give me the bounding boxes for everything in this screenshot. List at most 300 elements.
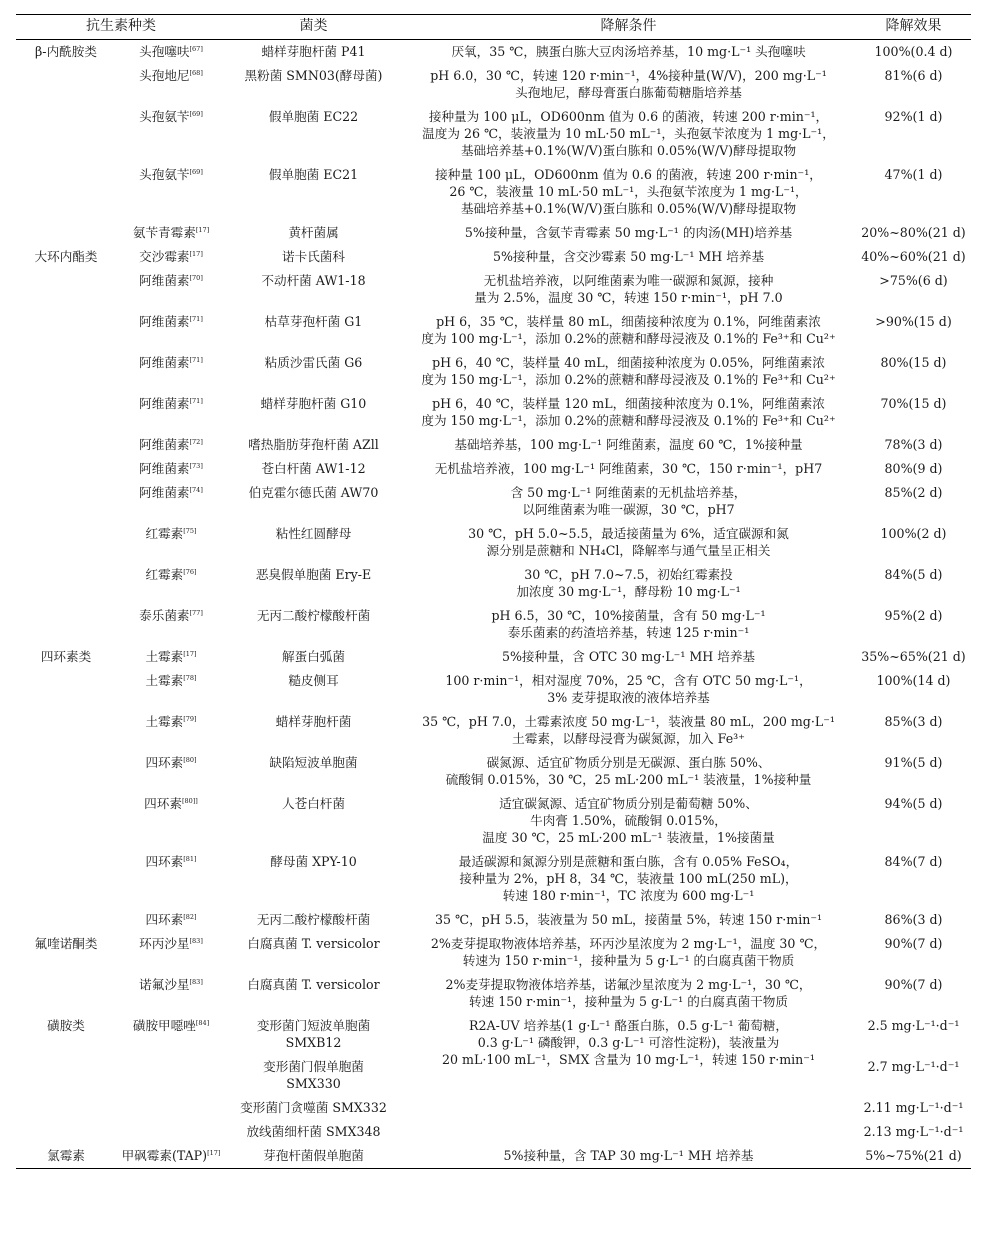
strain-cell [226, 563, 401, 604]
condition-line: 基础培养基，100 mg·L⁻¹ 阿维菌素，温度 60 ℃，1%接种量 [454, 437, 803, 452]
category-cell [16, 751, 116, 792]
condition-line: 适宜碳氮源、适宜矿物质分别是葡萄糖 50%、 [499, 796, 758, 811]
strain-line: 糙皮侧耳 [288, 673, 339, 688]
category-cell: β-内酰胺类 [35, 44, 97, 59]
strain-line: 酵母菌 XPY-10 [270, 854, 357, 869]
effect-cell: 80%(9 d) [884, 461, 943, 476]
reference-mark: [68] [189, 68, 203, 77]
condition-cell [401, 932, 856, 973]
antibiotic-cell [116, 433, 226, 457]
effect-cell: 2.11 mg·L⁻¹·d⁻¹ [863, 1100, 964, 1115]
strain-line: 粘性红圆酵母 [275, 526, 352, 541]
condition-line: 转速 180 r·min⁻¹，TC 浓度为 600 mg·L⁻¹ [502, 888, 755, 903]
antibiotic-cell [116, 563, 226, 604]
condition-cell [401, 1014, 856, 1096]
condition-line: 2%麦芽提取物液体培养基，诺氟沙星浓度为 2 mg·L⁻¹，30 ℃， [445, 977, 812, 992]
category-cell [16, 64, 116, 105]
condition-cell [401, 645, 856, 669]
reference-mark: [81] [183, 854, 197, 863]
condition-line: 含 50 mg·L⁻¹ 阿维菌素的无机盐培养基， [510, 485, 747, 500]
condition-line: 基础培养基+0.1%(W/V)蛋白胨和 0.05%(W/V)酵母提取物 [460, 201, 797, 216]
effect-cell: >90%(15 d) [875, 314, 952, 329]
antibiotic-name: 土霉素 [145, 673, 184, 688]
antibiotic-cell [116, 392, 226, 433]
condition-line: 加浓度 30 mg·L⁻¹，酵母粉 10 mg·L⁻¹ [516, 584, 741, 599]
table-row [16, 433, 971, 457]
antibiotic-cell [116, 669, 226, 710]
condition-line: 土霉素，以酵母浸膏为碳氮源，加入 Fe³⁺ [512, 731, 745, 746]
condition-line: pH 6，40 ℃，装样量 40 mL，细菌接种浓度为 0.05%，阿维菌素浓 [432, 355, 825, 370]
strain-line: 解蛋白弧菌 [282, 649, 345, 664]
reference-mark: [71] [189, 314, 203, 323]
antibiotic-name: 头孢地尼 [139, 68, 190, 83]
strain-line: 蜡样芽胞杆菌 G10 [260, 396, 367, 411]
category-cell [16, 522, 116, 563]
category-cell [16, 221, 116, 245]
condition-line: 硫酸铜 0.015%，30 ℃，25 mL·200 mL⁻¹ 装液量，1%接种量 [445, 772, 812, 787]
condition-line: R2A-UV 培养基(1 g·L⁻¹ 酪蛋白胨，0.5 g·L⁻¹ 葡萄糖， [469, 1018, 788, 1033]
strain-line: 白腐真菌 T. versicolor [247, 977, 380, 992]
condition-line: 26 ℃，装液量 10 mL·50 mL⁻¹，头孢氨苄浓度为 1 mg·L⁻¹， [449, 184, 808, 199]
strain-cell [226, 1055, 401, 1096]
strain-line: 无丙二酸柠檬酸杆菌 [256, 912, 371, 927]
strain-line: 白腐真菌 T. versicolor [247, 936, 380, 951]
condition-cell [401, 163, 856, 221]
effect-cell: 2.13 mg·L⁻¹·d⁻¹ [863, 1124, 964, 1139]
strain-cell [226, 481, 401, 522]
condition-line: 度为 150 mg·L⁻¹，添加 0.2%的蔗糖和酵母浸液及 0.1%的 Fe³⁺和 Cu²⁺ [421, 372, 836, 387]
antibiotic-cell [116, 64, 226, 105]
strain-line: 变形菌门贪噬菌 SMX332 [240, 1100, 387, 1115]
header-strain: 菌类 [226, 15, 401, 40]
reference-mark: [17] [207, 1148, 221, 1157]
effect-cell: 80%(15 d) [880, 355, 947, 370]
effect-cell: 85%(2 d) [884, 485, 943, 500]
table-header [16, 15, 971, 40]
effect-cell: 5%~75%(21 d) [856, 1144, 971, 1169]
table-row [16, 269, 971, 310]
strain-cell [226, 351, 401, 392]
antibiotic-cell [116, 522, 226, 563]
strain-cell [226, 310, 401, 351]
strain-cell [226, 269, 401, 310]
degradation-table [16, 14, 971, 1169]
table-row [16, 221, 971, 245]
table-row [16, 105, 971, 163]
condition-cell [401, 669, 856, 710]
condition-line: 厌氧，35 ℃，胰蛋白胨大豆肉汤培养基，10 mg·L⁻¹ 头孢噻呋 [451, 44, 806, 59]
condition-line: 量为 2.5%，温度 30 ℃，转速 150 r·min⁻¹，pH 7.0 [474, 290, 783, 305]
antibiotic-name: 土霉素 [145, 714, 184, 729]
strain-line: 缺陷短波单胞菌 [269, 755, 358, 770]
condition-line: 源分别是蔗糖和 NH₄Cl，降解率与通气量呈正相关 [486, 543, 771, 558]
antibiotic-name: 环丙沙星 [139, 936, 190, 951]
antibiotic-cell [116, 221, 226, 245]
table-row [16, 604, 971, 645]
condition-line: 2%麦芽提取物液体培养基，环丙沙星浓度为 2 mg·L⁻¹，温度 30 ℃， [430, 936, 827, 951]
reference-mark: [17] [183, 649, 197, 658]
antibiotic-cell [116, 1096, 226, 1120]
antibiotic-cell [116, 973, 226, 1014]
category-cell [16, 563, 116, 604]
effect-cell: 81%(6 d) [884, 68, 943, 83]
condition-line: 接种量 100 μL，OD600nm 值为 0.6 的菌液，转速 200 r·min⁻¹， [435, 167, 822, 182]
condition-cell [401, 751, 856, 792]
strain-cell [226, 1120, 401, 1144]
reference-mark: [80]] [181, 796, 198, 805]
strain-cell [226, 751, 401, 792]
condition-cell [401, 522, 856, 563]
header-condition: 降解条件 [401, 15, 856, 40]
effect-cell: 2.7 mg·L⁻¹·d⁻¹ [867, 1059, 960, 1074]
condition-line: 20 mL·100 mL⁻¹，SMX 含量为 10 mg·L⁻¹，转速 150 r·min⁻¹ [442, 1052, 815, 1067]
condition-cell [401, 710, 856, 751]
condition-cell [401, 908, 856, 932]
antibiotic-cell [116, 1014, 226, 1055]
strain-line: 蜡样芽胞杆菌 [275, 714, 352, 729]
reference-mark: [78] [183, 673, 197, 682]
antibiotic-name: 阿维菌素 [139, 461, 190, 476]
category-cell [16, 1096, 116, 1120]
condition-cell [401, 433, 856, 457]
category-cell [16, 669, 116, 710]
condition-line: 35 ℃，pH 5.5，装液量为 50 mL，接菌量 5%，转速 150 r·min⁻¹ [434, 912, 823, 927]
antibiotic-name: 头孢氨苄 [139, 109, 190, 124]
reference-mark: [69] [189, 109, 203, 118]
condition-line: 35 ℃，pH 7.0，土霉素浓度 50 mg·L⁻¹，装液量 80 mL，200 mg·L⁻¹ [422, 714, 835, 729]
strain-line: 枯草芽孢杆菌 G1 [264, 314, 363, 329]
condition-cell [401, 792, 856, 850]
strain-line: 变形菌门短波单胞菌 [256, 1018, 371, 1033]
antibiotic-cell [116, 269, 226, 310]
reference-mark: [80] [183, 755, 197, 764]
strain-line: 放线菌细杆菌 SMX348 [246, 1124, 381, 1139]
antibiotic-name: 交沙霉素 [139, 249, 190, 264]
condition-cell [401, 1120, 856, 1144]
reference-mark: [74] [189, 485, 203, 494]
category-cell: 四环素类 [40, 649, 92, 664]
table-row [16, 163, 971, 221]
condition-line: 5%接种量，含 TAP 30 mg·L⁻¹ MH 培养基 [503, 1148, 754, 1163]
antibiotic-name: 阿维菌素 [139, 485, 190, 500]
condition-line: 3% 麦芽提取液的液体培养基 [547, 690, 710, 705]
condition-cell [401, 457, 856, 481]
reference-mark: [83] [189, 936, 203, 945]
reference-mark: [75] [183, 526, 197, 535]
reference-mark: [73] [189, 461, 203, 470]
condition-line: 无机盐培养液，100 mg·L⁻¹ 阿维菌素，30 ℃，150 r·min⁻¹，pH7 [434, 461, 823, 476]
strain-cell [226, 604, 401, 645]
category-cell [16, 1120, 116, 1144]
effect-cell: >75%(6 d) [879, 273, 948, 288]
strain-line: 诺卡氏菌科 [282, 249, 345, 264]
condition-line: 温度 30 ℃，25 mL·200 mL⁻¹ 装液量，1%接菌量 [482, 830, 775, 845]
antibiotic-name: 头孢氨苄 [139, 167, 190, 182]
antibiotic-cell [116, 457, 226, 481]
antibiotic-name: 阿维菌素 [139, 396, 190, 411]
effect-cell: 2.5 mg·L⁻¹·d⁻¹ [867, 1018, 960, 1033]
table-row [16, 932, 971, 973]
table-row [16, 1144, 971, 1169]
antibiotic-name: 甲砜霉素(TAP) [121, 1148, 208, 1163]
strain-line: 蜡样芽胞杆菌 P41 [261, 44, 366, 59]
condition-line: pH 6.0，30 ℃，转速 120 r·min⁻¹，4%接种量(W/V)，200 mg·L⁻¹ [430, 68, 827, 83]
effect-cell: 78%(3 d) [884, 437, 943, 452]
condition-line: 度为 100 mg·L⁻¹，添加 0.2%的蔗糖和酵母浸液及 0.1%的 Fe³⁺和 Cu²⁺ [421, 331, 836, 346]
category-cell [16, 392, 116, 433]
strain-line: 芽孢杆菌假单胞菌 [263, 1148, 364, 1163]
antibiotic-name: 四环素 [144, 796, 182, 811]
condition-line: 5%接种量，含交沙霉素 50 mg·L⁻¹ MH 培养基 [492, 249, 765, 264]
strain-line: 嗜热脂肪芽孢杆菌 AZll [248, 437, 379, 452]
table-row [16, 481, 971, 522]
table-row [16, 751, 971, 792]
antibiotic-cell [116, 351, 226, 392]
antibiotic-cell [116, 932, 226, 973]
effect-cell: 100%(0.4 d) [874, 44, 953, 59]
antibiotic-cell [116, 1055, 226, 1096]
antibiotic-cell [116, 908, 226, 932]
condition-line: pH 6，35 ℃，装样量 80 mL，细菌接种浓度为 0.1%，阿维菌素浓 [436, 314, 821, 329]
strain-cell [226, 645, 401, 669]
reference-mark: [17] [195, 225, 210, 234]
effect-cell: 70%(15 d) [880, 396, 947, 411]
condition-line: 温度为 26 ℃，装液量为 10 mL·50 mL⁻¹，头孢氨苄浓度为 1 mg·L⁻¹， [422, 126, 835, 141]
strain-cell [226, 457, 401, 481]
antibiotic-name: 诺氟沙星 [139, 977, 190, 992]
effect-cell: 92%(1 d) [884, 109, 943, 124]
reference-mark: [72] [189, 437, 203, 446]
reference-mark: [67] [189, 44, 203, 53]
strain-line: 无丙二酸柠檬酸杆菌 [256, 608, 371, 623]
header-category: 抗生素种类 [16, 15, 226, 40]
category-cell [16, 433, 116, 457]
antibiotic-cell [116, 645, 226, 669]
strain-line: 恶臭假单胞菌 Ery-E [255, 567, 372, 582]
strain-cell [226, 105, 401, 163]
condition-line: 5%接种量，含 OTC 30 mg·L⁻¹ MH 培养基 [501, 649, 756, 664]
effect-cell: 84%(5 d) [884, 567, 943, 582]
condition-line: 度为 150 mg·L⁻¹，添加 0.2%的蔗糖和酵母浸液及 0.1%的 Fe³⁺和 Cu²⁺ [421, 413, 836, 428]
category-cell [16, 481, 116, 522]
category-cell [16, 351, 116, 392]
antibiotic-cell [116, 310, 226, 351]
condition-line: pH 6.5，30 ℃，10%接菌量，含有 50 mg·L⁻¹ [491, 608, 766, 623]
reference-mark: [71] [189, 396, 203, 405]
condition-cell [401, 1096, 856, 1120]
reference-mark: [82] [183, 912, 197, 921]
condition-line: 转速 150 r·min⁻¹，接种量为 5 g·L⁻¹ 的白腐真菌干物质 [469, 994, 788, 1009]
strain-cell [226, 64, 401, 105]
condition-line: 泰乐菌素的药渣培养基，转速 125 r·min⁻¹ [507, 625, 750, 640]
reference-mark: [69] [189, 167, 203, 176]
strain-cell [226, 1144, 401, 1169]
condition-cell [401, 1144, 856, 1169]
effect-cell: 86%(3 d) [884, 912, 943, 927]
condition-cell [401, 105, 856, 163]
table-row [16, 710, 971, 751]
strain-line: 黑粉菌 SMN03(酵母菌) [244, 68, 383, 83]
condition-line: 以阿维菌素为唯一碳源，30 ℃，pH7 [522, 502, 735, 517]
reference-mark: [17] [189, 249, 203, 258]
category-cell [16, 1055, 116, 1096]
effect-cell: 40%~60%(21 d) [861, 249, 966, 264]
table-row [16, 645, 971, 669]
effect-cell: 90%(7 d) [884, 936, 943, 951]
antibiotic-name: 红霉素 [145, 526, 184, 541]
strain-line: 不动杆菌 AW1-18 [261, 273, 366, 288]
category-cell [16, 105, 116, 163]
strain-cell [226, 221, 401, 245]
category-cell [16, 457, 116, 481]
antibiotic-cell [116, 850, 226, 908]
strain-cell [226, 850, 401, 908]
effect-cell: 85%(3 d) [884, 714, 943, 729]
reference-mark: [84] [195, 1018, 210, 1027]
antibiotic-cell [116, 604, 226, 645]
category-cell [16, 163, 116, 221]
table-row [16, 40, 971, 65]
table-row [16, 563, 971, 604]
condition-line: 转速为 150 r·min⁻¹，接种量为 5 g·L⁻¹ 的白腐真菌干物质 [462, 953, 795, 968]
strain-line: SMXB12 [285, 1035, 342, 1050]
condition-cell [401, 563, 856, 604]
condition-line: 接种量为 2%，pH 8，34 ℃，装液量 100 mL(250 mL)， [459, 871, 798, 886]
strain-line: 假单胞菌 EC21 [268, 167, 359, 182]
strain-cell [226, 245, 401, 269]
category-cell [16, 792, 116, 850]
strain-cell [226, 40, 401, 65]
table-row [16, 792, 971, 850]
condition-cell [401, 269, 856, 310]
strain-line: 假单胞菌 EC22 [268, 109, 359, 124]
antibiotic-cell [116, 245, 226, 269]
antibiotic-name: 四环素 [145, 755, 184, 770]
category-cell [16, 710, 116, 751]
strain-cell [226, 522, 401, 563]
condition-line: pH 6，40 ℃，装样量 120 mL，细菌接种浓度为 0.1%，阿维菌素浓 [432, 396, 825, 411]
table-row [16, 1120, 971, 1144]
condition-line: 30 ℃，pH 5.0~5.5，最适接菌量为 6%，适宜碳源和氮 [468, 526, 789, 541]
effect-cell: 91%(5 d) [884, 755, 943, 770]
strain-cell [226, 392, 401, 433]
antibiotic-name: 阿维菌素 [139, 437, 190, 452]
reference-mark: [83] [189, 977, 203, 986]
antibiotic-name: 四环素 [145, 854, 184, 869]
condition-line: 0.3 g·L⁻¹ 磷酸钾，0.3 g·L⁻¹ 可溶性淀粉)，装液量为 [477, 1035, 780, 1050]
antibiotic-name: 红霉素 [145, 567, 184, 582]
effect-cell: 95%(2 d) [884, 608, 943, 623]
strain-cell [226, 1096, 401, 1120]
category-cell [16, 850, 116, 908]
antibiotic-name: 氨苄青霉素 [132, 225, 196, 240]
condition-line: 接种量为 100 μL，OD600nm 值为 0.6 的菌液，转速 200 r·min⁻¹， [428, 109, 829, 124]
condition-line: 30 ℃，pH 7.0~7.5，初始红霉素投 [524, 567, 733, 582]
antibiotic-name: 磺胺甲噁唑 [132, 1018, 196, 1033]
strain-line: 人苍白杆菌 [282, 796, 345, 811]
strain-cell [226, 433, 401, 457]
table-row [16, 1014, 971, 1055]
category-cell [16, 269, 116, 310]
strain-cell [226, 669, 401, 710]
condition-line: 基础培养基+0.1%(W/V)蛋白胨和 0.05%(W/V)酵母提取物 [460, 143, 797, 158]
strain-cell [226, 792, 401, 850]
condition-line: 头孢地尼，酵母膏蛋白胨葡萄糖脂培养基 [515, 85, 742, 100]
condition-line: 100 r·min⁻¹，相对湿度 70%，25 ℃，含有 OTC 50 mg·L⁻¹， [445, 673, 812, 688]
antibiotic-cell [116, 751, 226, 792]
table-row [16, 522, 971, 563]
condition-cell [401, 392, 856, 433]
antibiotic-name: 阿维菌素 [139, 355, 190, 370]
table-row [16, 310, 971, 351]
strain-cell [226, 163, 401, 221]
table-row [16, 908, 971, 932]
antibiotic-name: 阿维菌素 [139, 273, 190, 288]
condition-cell [401, 221, 856, 245]
effect-cell: 35%~65%(21 d) [861, 649, 966, 664]
table-row [16, 392, 971, 433]
condition-cell [401, 604, 856, 645]
antibiotic-name: 头孢噻呋 [139, 44, 190, 59]
condition-line: 5%接种量，含氨苄青霉素 50 mg·L⁻¹ 的肉汤(MH)培养基 [464, 225, 793, 240]
effect-cell: 100%(2 d) [880, 526, 947, 541]
condition-line: 最适碳源和氮源分别是蔗糖和蛋白胨，含有 0.05% FeSO₄， [458, 854, 799, 869]
table-row [16, 457, 971, 481]
category-cell [16, 310, 116, 351]
antibiotic-cell [116, 105, 226, 163]
table-row [16, 351, 971, 392]
strain-cell [226, 908, 401, 932]
effect-cell: 100%(14 d) [876, 673, 951, 688]
category-cell [16, 973, 116, 1014]
antibiotic-name: 阿维菌素 [139, 314, 190, 329]
condition-cell [401, 850, 856, 908]
table-row [16, 245, 971, 269]
table-row [16, 973, 971, 1014]
antibiotic-name: 土霉素 [145, 649, 184, 664]
condition-cell [401, 64, 856, 105]
reference-mark: [77] [189, 608, 203, 617]
category-cell: 氯霉素 [16, 1144, 116, 1169]
category-cell [16, 908, 116, 932]
effect-cell: 20%~80%(21 d) [861, 225, 966, 240]
antibiotic-name: 泰乐菌素 [139, 608, 190, 623]
table-row [16, 850, 971, 908]
table-row [16, 64, 971, 105]
strain-line: 伯克霍尔德氏菌 AW70 [248, 485, 379, 500]
reference-mark: [70] [189, 273, 203, 282]
condition-line: 无机盐培养液，以阿维菌素为唯一碳源和氮源，接种 [483, 273, 774, 288]
category-cell: 磺胺类 [47, 1018, 85, 1033]
category-cell [16, 604, 116, 645]
antibiotic-cell [116, 163, 226, 221]
category-cell: 氟喹诺酮类 [34, 936, 98, 951]
header-effect: 降解效果 [856, 15, 971, 40]
condition-cell [401, 973, 856, 1014]
strain-cell [226, 973, 401, 1014]
antibiotic-cell [116, 710, 226, 751]
table-row [16, 1096, 971, 1120]
antibiotic-cell [116, 792, 226, 850]
antibiotic-name: 四环素 [145, 912, 184, 927]
strain-line: 黄杆菌属 [288, 225, 339, 240]
effect-cell: 84%(7 d) [884, 854, 943, 869]
category-cell: 大环内酯类 [34, 249, 98, 264]
condition-cell [401, 481, 856, 522]
table-row [16, 669, 971, 710]
effect-cell: 94%(5 d) [884, 796, 943, 811]
effect-cell: 47%(1 d) [884, 167, 943, 182]
